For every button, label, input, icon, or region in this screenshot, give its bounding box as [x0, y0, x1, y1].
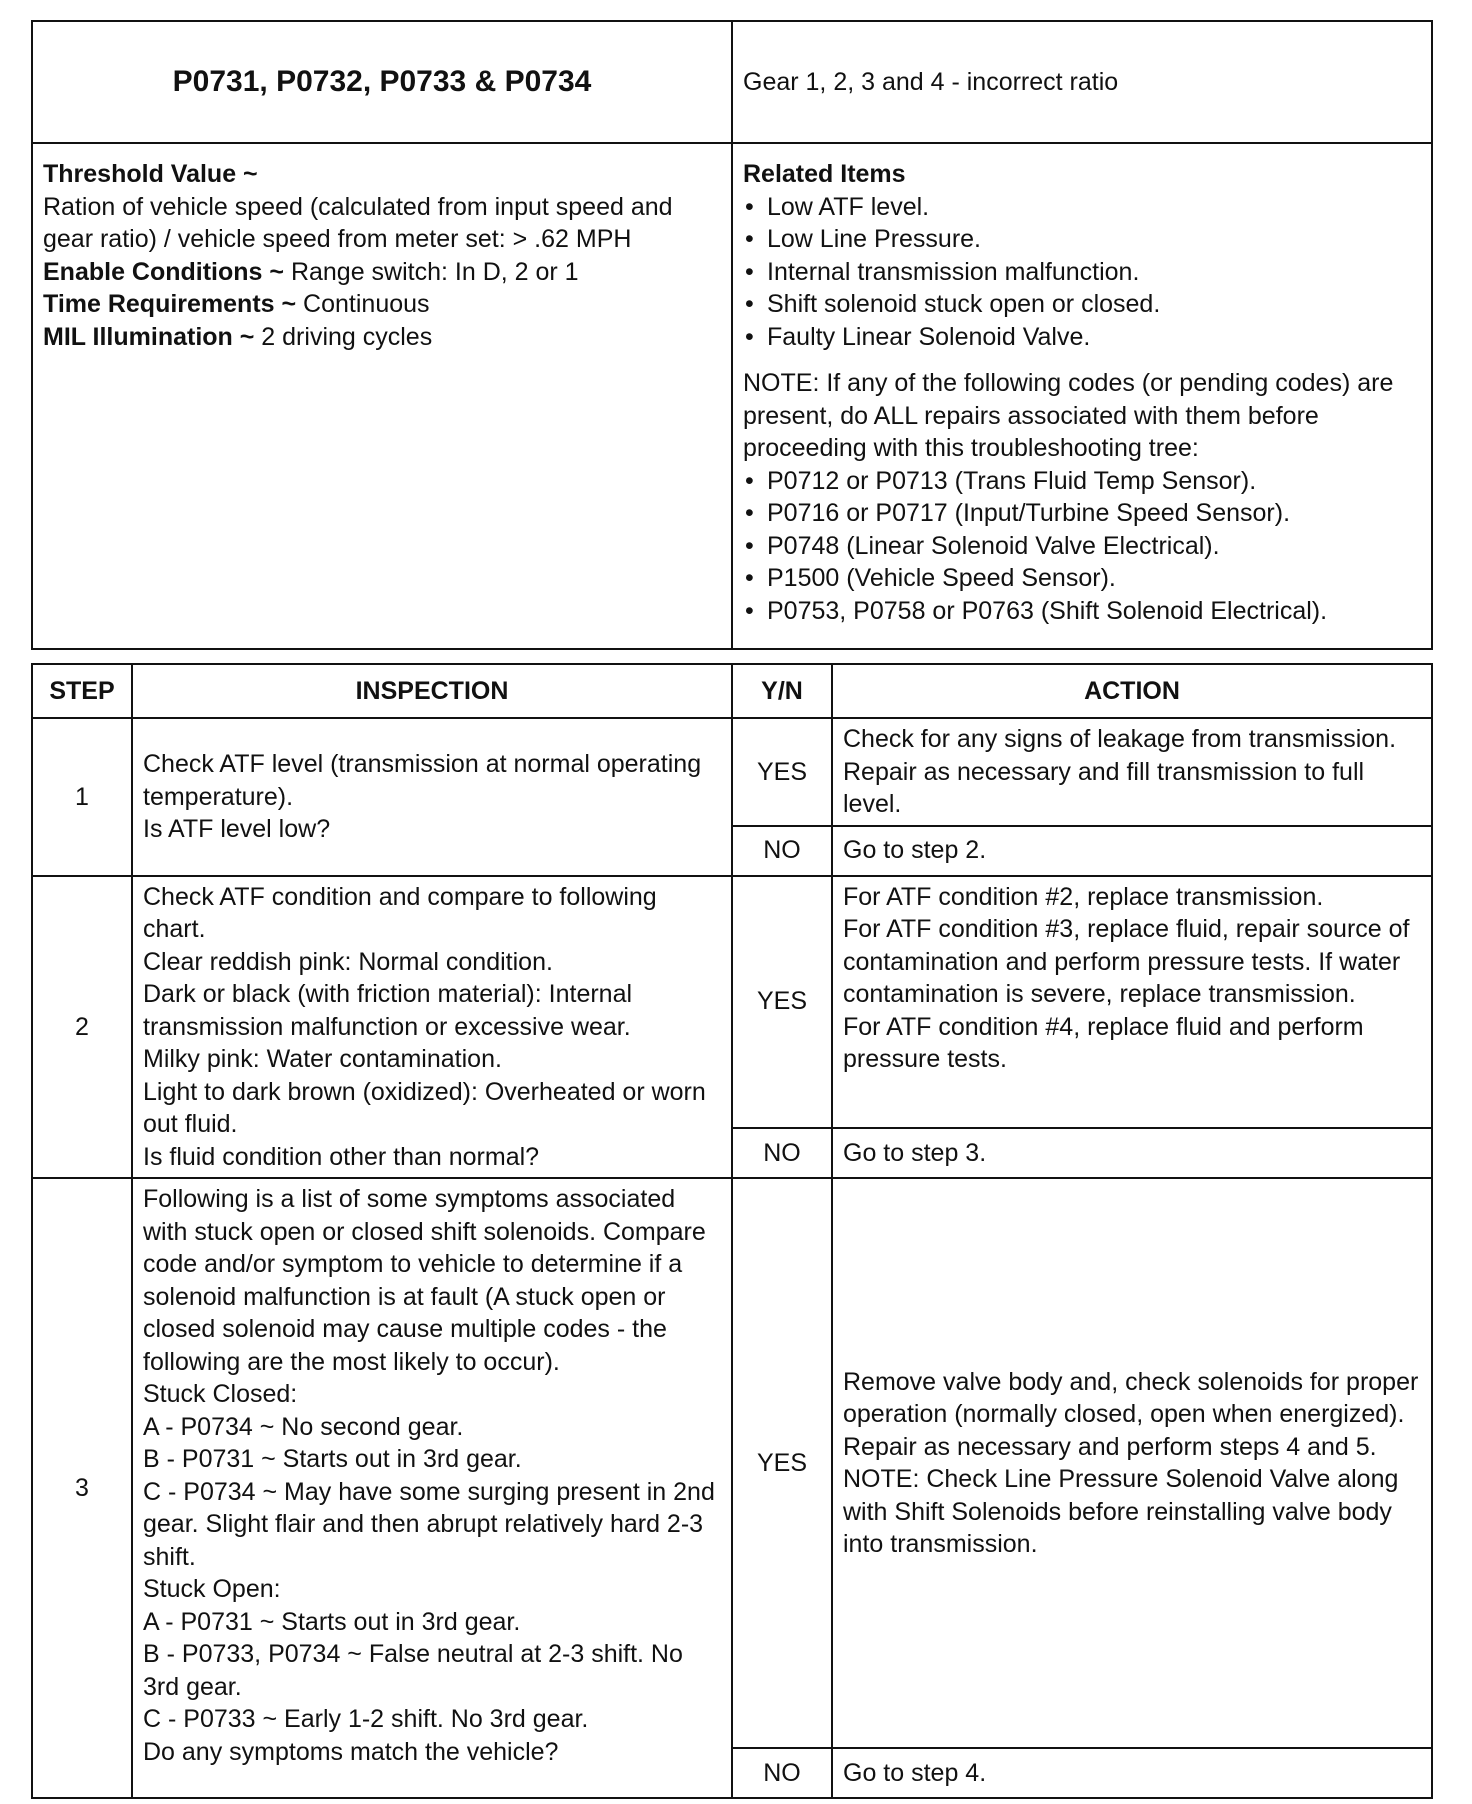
mil-illumination: [43, 321, 721, 354]
step-inspection: [132, 876, 732, 1179]
pending-code-item: • P0712 or P0713 (Trans Fluid Temp Sensor).: [743, 465, 1421, 498]
inspection-line: Check ATF level (transmission at normal operating temperature).: [143, 750, 702, 811]
no-label: NO: [732, 1128, 832, 1178]
table-row: [32, 876, 1432, 1128]
dtc-description: Gear 1, 2, 3 and 4 - incorrect ratio: [732, 21, 1432, 143]
no-action: Go to step 3.: [832, 1128, 1432, 1178]
header-action: ACTION: [832, 664, 1432, 718]
related-item: • Low Line Pressure.: [743, 223, 1421, 256]
inspection-line: Dark or black (with friction material): Internal transmission malfunction or excessive wear.: [143, 980, 633, 1041]
inspection-line: Is fluid condition other than normal?: [143, 1142, 540, 1171]
step-inspection: [132, 1178, 732, 1798]
inspection-line: Milky pink: Water contamination.: [143, 1045, 502, 1073]
no-action: Go to step 2.: [832, 826, 1432, 876]
yes-action: [832, 718, 1432, 826]
code-header-table: [31, 20, 1433, 650]
dtc-codes-title: P0731, P0732, P0733 & P0734: [32, 21, 732, 143]
enable-text: Range switch: In D, 2 or 1: [284, 257, 579, 286]
header-step: STEP: [32, 664, 132, 718]
pending-codes-list: [743, 465, 1421, 628]
inspection-line: Check ATF condition and compare to following chart.: [143, 882, 657, 943]
no-label: NO: [732, 1748, 832, 1798]
pending-code-item: • P0753, P0758 or P0763 (Shift Solenoid Electrical).: [743, 595, 1421, 628]
troubleshooting-table: [31, 663, 1433, 1799]
pending-code-item: • P1500 (Vehicle Speed Sensor).: [743, 562, 1421, 595]
yes-action: [832, 876, 1432, 1128]
threshold-panel: [32, 143, 732, 649]
table-row: [32, 718, 1432, 826]
enable-label: Enable Conditions ~: [43, 257, 284, 286]
action-line: Remove valve body and, check solenoids for proper operation (normally closed, open when energized). Repair as necessary and perform steps 4 and 5.: [843, 1367, 1419, 1461]
table-row: [32, 1178, 1432, 1748]
related-note: NOTE: If any of the following codes (or pending codes) are present, do ALL repairs associated with them before proceeding with this troubleshooting tree:: [743, 369, 1394, 462]
time-requirements: [43, 288, 721, 321]
mil-text: 2 driving cycles: [254, 322, 433, 351]
inspection-line: A - P0731 ~ Starts out in 3rd gear.: [143, 1607, 521, 1636]
related-item: • Low ATF level.: [743, 191, 1421, 224]
inspection-line: Following is a list of some symptoms associated with stuck open or closed shift solenoids. Compare code and/or symptom to vehicle to determine if a solenoid malfunction is at fault (A stuck open or closed solenoid may cause multiple codes - the following are the most likely to occur).: [143, 1185, 706, 1376]
inspection-line: B - P0731 ~ Starts out in 3rd gear.: [143, 1445, 522, 1473]
no-action: Go to step 4.: [832, 1748, 1432, 1798]
action-line: For ATF condition #4, replace fluid and perform pressure tests.: [843, 1012, 1364, 1073]
inspection-line: A - P0734 ~ No second gear.: [143, 1412, 464, 1441]
step-inspection: [132, 718, 732, 876]
header-yn: Y/N: [732, 664, 832, 718]
step-number: 2: [32, 876, 132, 1179]
inspection-line: Is ATF level low?: [143, 815, 331, 843]
inspection-line: Light to dark brown (oxidized): Overheated or worn out fluid.: [143, 1077, 706, 1138]
inspection-line: Stuck Open:: [143, 1575, 281, 1603]
inspection-line: Clear reddish pink: Normal condition.: [143, 947, 553, 976]
time-label: Time Requirements ~: [43, 290, 297, 318]
step-number: 1: [32, 718, 132, 876]
yes-label: YES: [732, 718, 832, 826]
inspection-line: Stuck Closed:: [143, 1380, 298, 1408]
inspection-line: C - P0734 ~ May have some surging present in 2nd gear. Slight flair and then abrupt relatively hard 2-3 shift.: [143, 1477, 715, 1571]
threshold-text: Ration of vehicle speed (calculated from input speed and gear ratio) / vehicle speed from meter set: > .62 MPH: [43, 192, 673, 253]
related-item: • Faulty Linear Solenoid Valve.: [743, 321, 1421, 354]
related-items-panel: [732, 143, 1432, 649]
no-label: NO: [732, 826, 832, 876]
pending-code-item: • P0716 or P0717 (Input/Turbine Speed Sensor).: [743, 497, 1421, 530]
action-line: For ATF condition #2, replace transmission.: [843, 882, 1324, 911]
yes-action: [832, 1178, 1432, 1748]
inspection-line: Do any symptoms match the vehicle?: [143, 1737, 559, 1766]
related-item: • Internal transmission malfunction.: [743, 256, 1421, 289]
threshold-label: Threshold Value ~: [43, 160, 258, 188]
action-line: Check for any signs of leakage from transmission. Repair as necessary and fill transmission to full level.: [843, 725, 1397, 818]
action-line: NOTE: Check Line Pressure Solenoid Valve along with Shift Solenoids before reinstalling valve body into transmission.: [843, 1465, 1399, 1558]
header-inspection: INSPECTION: [132, 664, 732, 718]
enable-conditions: [43, 256, 721, 289]
related-items-title: Related Items: [743, 160, 906, 188]
step-number: 3: [32, 1178, 132, 1798]
mil-label: MIL Illumination ~: [43, 322, 255, 351]
related-item: • Shift solenoid stuck open or closed.: [743, 288, 1421, 321]
inspection-line: B - P0733, P0734 ~ False neutral at 2-3 shift. No 3rd gear.: [143, 1640, 683, 1701]
action-line: For ATF condition #3, replace fluid, repair source of contamination and perform pressure tests. If water contamination is severe, replace transmission.: [843, 915, 1410, 1008]
pending-code-item: • P0748 (Linear Solenoid Valve Electrical).: [743, 530, 1421, 563]
yes-label: YES: [732, 876, 832, 1128]
inspection-line: C - P0733 ~ Early 1-2 shift. No 3rd gear.: [143, 1705, 589, 1733]
related-items-list: [743, 191, 1421, 354]
time-text: Continuous: [296, 290, 430, 318]
yes-label: YES: [732, 1178, 832, 1748]
table-header-row: [32, 664, 1432, 718]
